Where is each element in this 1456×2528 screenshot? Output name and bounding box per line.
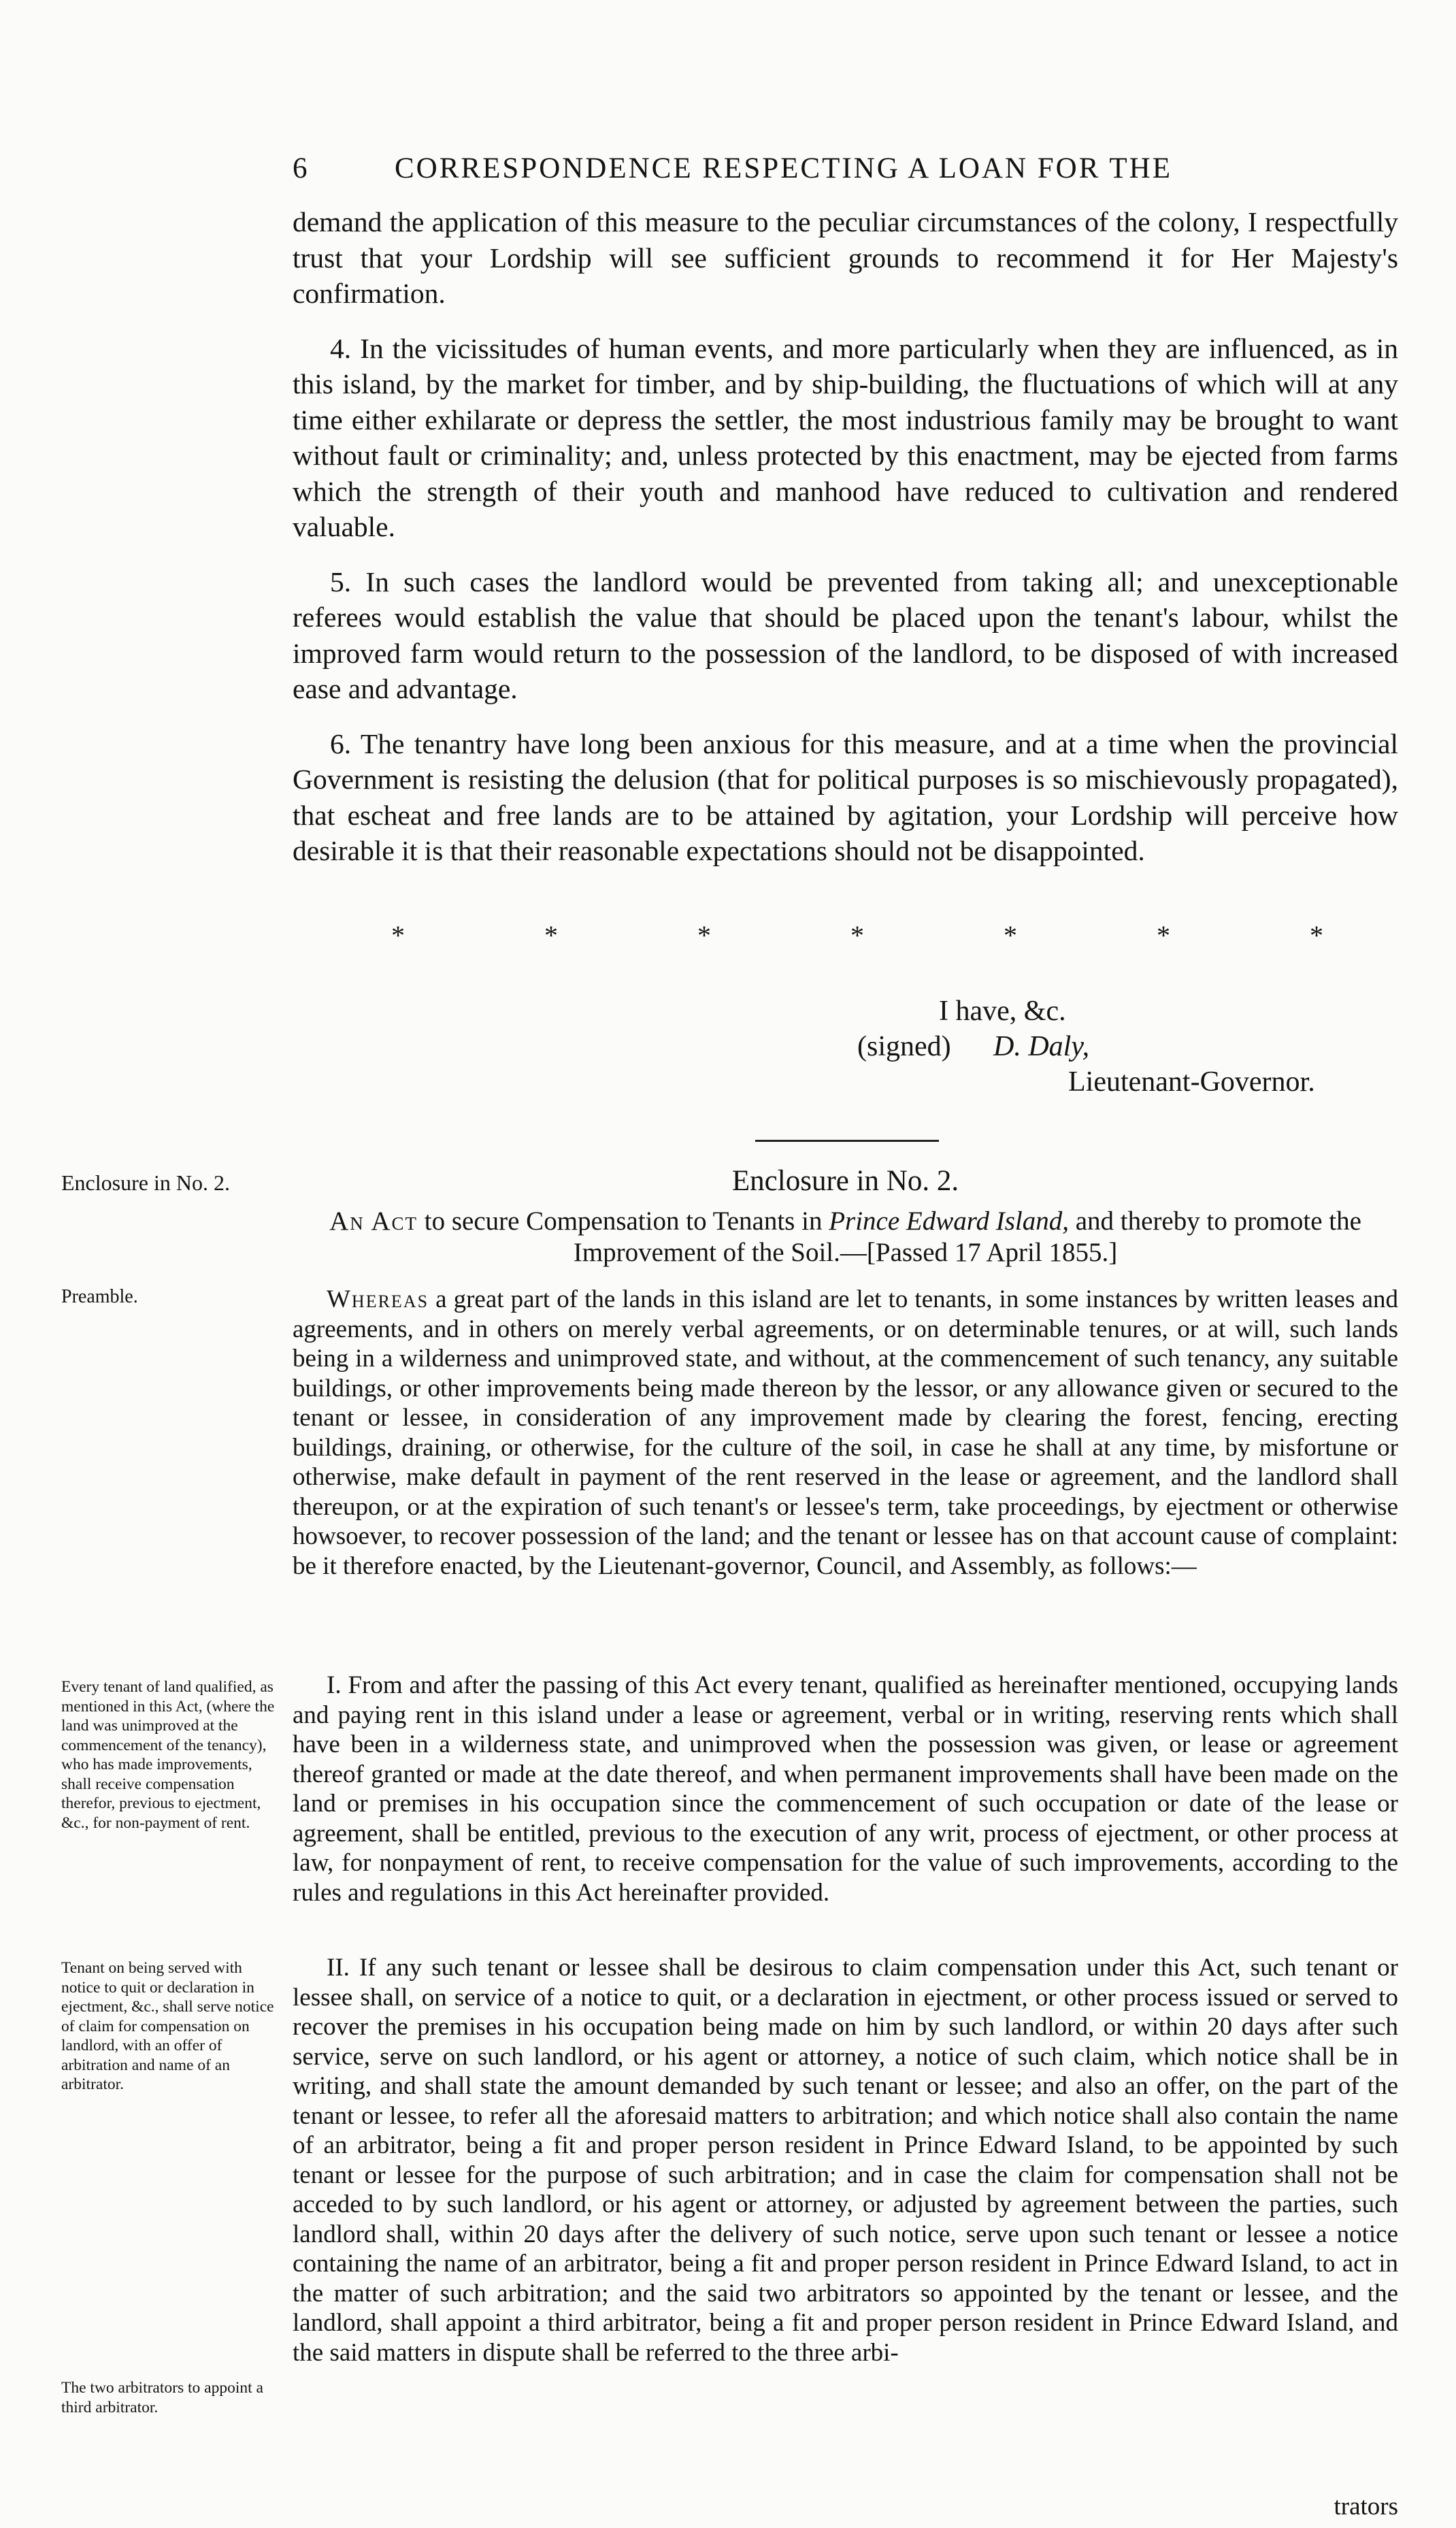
signed-label: (signed) (857, 1031, 951, 1062)
letter-paragraph-continued: demand the application of this measure to the peculiar circumstances of the colony, I respectfully trust that your Lordship will see sufficient grounds to recommend it for Her Majesty's confirmation. (293, 206, 1398, 309)
signatory-title: Lieutenant-Governor. (1068, 1066, 1315, 1098)
letter-paragraph-6: 6. The tenantry have long been anxious for this measure, and at a time when the provincial Government is resisting the delusion (that for political purposes is so mischievously propagated), that escheat and free lands are to be attained by agitation, your Lordship will perceive how desirable it is that their reasonable expectations should not be disappointed. (293, 727, 1398, 866)
act-preamble (293, 1285, 1398, 1581)
act-title-place: Prince Edward Island, (829, 1206, 1069, 1236)
asterisk: * (1157, 920, 1170, 951)
margin-note-preamble: Preamble. (61, 1286, 138, 1307)
running-title: CORRESPONDENCE RESPECTING A LOAN FOR THE (395, 152, 1172, 184)
asterisk: * (391, 920, 405, 951)
margin-note-third-arbitrator: The two arbitrators to appoint a third arbitrator. (61, 2379, 263, 2416)
asterisk: * (544, 920, 558, 951)
asterisk: * (850, 920, 864, 951)
letter-body (293, 204, 1398, 888)
letter-paragraph-5: 5. In such cases the landlord would be prevented from taking all; and unexceptionable referees would establish the value that should be placed upon the tenant's labour, whilst the improved farm would return to the possession of the landlord, to be disposed of with increased ease and advantage. (293, 565, 1398, 704)
enclosure-heading: Enclosure in No. 2. (731, 1165, 959, 1197)
ellipsis-asterisks (391, 919, 1323, 953)
section-divider (755, 1140, 939, 1142)
preamble-text: a great part of the lands in this island are let to tenants, in some instances by written leases and agreements, and in others on merely verbal agreements, or on determinable tenures, or at will, such lands being in a wilderness and unimproved state, and without, at the commencement of such tenancy, any suitable buildings, or other improvements being made thereon by the lessor, or any allowance given or secured to the tenant or lessee, in consideration of any improvement made by clearing the forest, fencing, erecting buildings, draining, or otherwise, for the culture of the soil, in case he shall at any time, by misfortune or otherwise, make default in payment of the rent reserved in the lease or agreement, and the landlord shall thereupon, or at the expiration of such tenant's or lessee's term, take proceedings, by ejectment or otherwise howsoever, to recover possession of the land; and the tenant or lessee has on that account cause of complaint: be it therefore enacted, by the Lieutenant-governor, Council, and Assembly, as follows:— (293, 1285, 1398, 1580)
asterisk: * (697, 920, 711, 951)
asterisk: * (1004, 920, 1017, 951)
margin-enclosure-heading: Enclosure in No. 2. (61, 1170, 230, 1195)
closing-line: I have, &c. (939, 996, 1066, 1027)
act-title-main: to secure Compensation to Tenants in (424, 1206, 823, 1236)
preamble-paragraph (293, 1285, 1398, 1581)
act-section-1 (293, 1671, 1398, 1907)
preamble-first-word: Whereas (327, 1285, 429, 1313)
act-title-rest: and thereby to promote the Improvement of the Soil.—[Passed 17 April 1855.] (573, 1206, 1361, 1267)
signatory-name: D. Daly, (993, 1031, 1090, 1062)
catchword: trators (1334, 2493, 1398, 2521)
section-1-text: I. From and after the passing of this Act every tenant, qualified as hereinafter mentioned, occupying lands and paying rent in this island under a lease or agreement, verbal or in writing, reserving rents which shall have been in a wilderness state, and unimproved when the possession was given, or lease or agreement thereof granted or made at the date thereof, and when permanent improvements shall have been made on the land or premises in his occupation since the commencement of such occupation or date of the lease or agreement, shall be entitled, previous to the execution of any writ, process of ejectment, or other process at law, for nonpayment of rent, to receive compensation for the value of such improvements, according to the rules and regulations in this Act hereinafter provided. (293, 1671, 1398, 1907)
margin-note-section-2: Tenant on being served with notice to quit or declaration in ejectment, &c., shall serve notice of claim for compensation on landlord, with an offer of arbitration and name of an arbitrator. (61, 1959, 274, 2093)
section-2-text: II. If any such tenant or lessee shall be desirous to claim compensation under this Act, such tenant or lessee shall, on service of a notice to quit, or a declaration in ejectment, or other process issued or served to recover the premises in his occupation being made on him by such landlord, or within 20 days after such service, serve on such landlord, or his agent or attorney, a notice of such claim, which notice shall be in writing, and shall state the amount demanded by such tenant or lessee; and also an offer, on the part of the tenant or lessee, to refer all the aforesaid matters to arbitration; and which notice shall also contain the name of an arbitrator, being a fit and proper person resident in Prince Edward Island, to be appointed by such tenant or lessee for the purpose of such arbitration; and in case the claim for compensation shall not be acceded to by such landlord, or his agent or attorney, or adjusted by agreement between the parties, such landlord shall, within 20 days after the delivery of such notice, serve upon such tenant or lessee a notice containing the name of an arbitrator, being a fit and proper person resident in Prince Edward Island, to act in the matter of such arbitration; and the said two arbitrators so appointed by the tenant or lessee, and the landlord, shall appoint a third arbitrator, being a fit and proper person resident in Prince Edward Island, and the said matters in dispute shall be referred to the three arbi- (293, 1954, 1398, 2367)
margin-note-section-1: Every tenant of land qualified, as mentioned in this Act, (where the land was unimproved at the commencement of the tenancy), who has made improvements, shall receive compensation therefor, previous to ejectment, &c., for non-payment of rent. (61, 1678, 275, 1832)
act-section-2 (293, 1953, 1398, 2367)
act-title (293, 1206, 1398, 1268)
page-number: 6 (293, 152, 310, 184)
letter-paragraph-4: 4. In the vicissitudes of human events, and more particularly when they are influenced, as in this island, by the market for timber, and by ship-building, the fluctuations of which will at any time either exhilarate or depress the settler, the most industrious family may be brought to want without fault or criminality; and, unless protected by this enactment, may be ejected from farms which the strength of their youth and manhood have reduced to cultivation and rendered valuable. (293, 332, 1398, 542)
asterisk: * (1310, 920, 1323, 951)
running-head (293, 142, 1381, 196)
act-title-prefix: An Act (329, 1206, 418, 1236)
letter-signoff (857, 994, 1402, 1100)
signed-line (857, 1029, 1402, 1064)
